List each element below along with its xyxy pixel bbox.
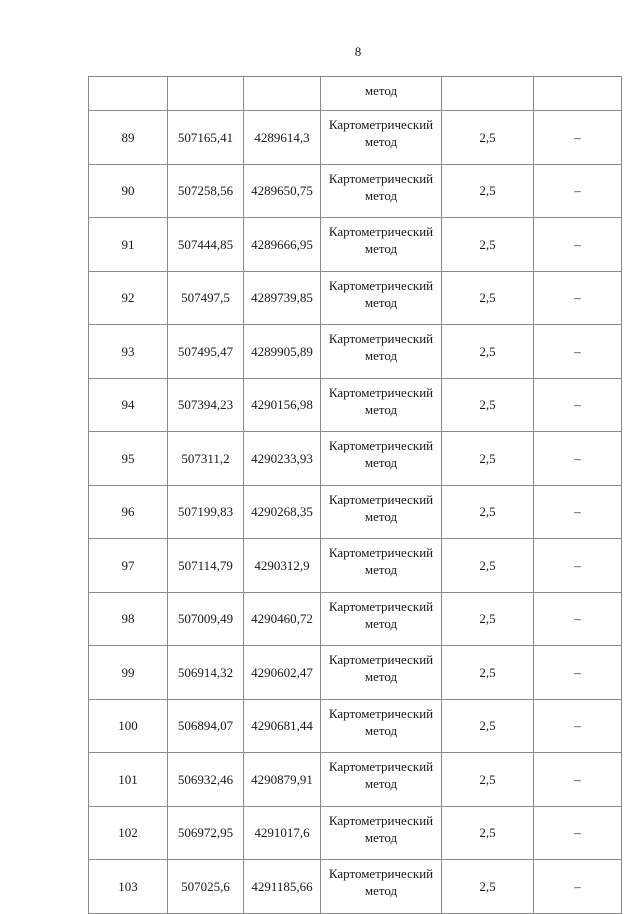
cell-accuracy: 2,5 (442, 378, 534, 432)
method-line-1: Картометрический (328, 438, 434, 453)
method-line-1: Картометрический (328, 545, 434, 560)
cell-accuracy: 2,5 (442, 111, 534, 165)
table-row (89, 699, 622, 753)
table-row (89, 218, 622, 272)
table-row (89, 432, 622, 486)
method-line-2: метод (364, 348, 398, 363)
cell-method (321, 592, 442, 646)
cell-y: 4289614,3 (244, 111, 321, 165)
cell-method: метод (321, 77, 442, 111)
table-row (89, 325, 622, 379)
cell-method (321, 485, 442, 539)
cell-accuracy: 2,5 (442, 164, 534, 218)
cell-accuracy: 2,5 (442, 646, 534, 700)
cell-method (321, 218, 442, 272)
method-line-1: Картометрический (328, 170, 434, 186)
cell-note: – (534, 111, 622, 165)
cell-x: 507444,85 (168, 218, 244, 272)
table-row (89, 111, 622, 165)
cell-x: 506972,95 (168, 806, 244, 860)
cell-accuracy: 2,5 (442, 592, 534, 646)
method-line-2: метод (364, 883, 398, 898)
cell-method (321, 646, 442, 700)
cell-note: – (534, 164, 622, 218)
method-line-2: метод (364, 401, 398, 417)
method-line-2: метод (364, 776, 398, 791)
table-row (89, 378, 622, 432)
method-line-2: метод (364, 829, 398, 845)
cell-number: 94 (89, 378, 168, 432)
table-row (89, 806, 622, 860)
method-line-1: Картометрический (328, 812, 434, 828)
cell-y: 4289650,75 (244, 164, 321, 218)
cell-y: 4290681,44 (244, 699, 321, 753)
cell-note: – (534, 539, 622, 593)
method-line-2: метод (364, 187, 398, 203)
cell-y: 4291185,66 (244, 860, 321, 914)
cell-note: – (534, 485, 622, 539)
cell-method (321, 753, 442, 807)
cell-x: 506894,07 (168, 699, 244, 753)
table-row (89, 164, 622, 218)
cell-y: 4289905,89 (244, 325, 321, 379)
cell-number: 97 (89, 539, 168, 593)
cell-number: 103 (89, 860, 168, 914)
method-line-1: Картометрический (328, 598, 434, 614)
cell-note: – (534, 432, 622, 486)
cell-number (89, 77, 168, 111)
cell-y: 4289739,85 (244, 271, 321, 325)
cell-number: 96 (89, 485, 168, 539)
cell-accuracy: 2,5 (442, 218, 534, 272)
cell-method (321, 539, 442, 593)
cell-y: 4290312,9 (244, 539, 321, 593)
cell-x: 506932,46 (168, 753, 244, 807)
method-line-1: Картометрический (328, 117, 434, 132)
cell-method (321, 699, 442, 753)
coordinates-table-body (89, 77, 622, 914)
cell-y: 4289666,95 (244, 218, 321, 272)
cell-y: 4290879,91 (244, 753, 321, 807)
method-line-1: Картометрический (328, 331, 434, 346)
cell-number: 90 (89, 164, 168, 218)
method-line-1: Картометрический (328, 705, 434, 721)
coordinates-table (88, 76, 622, 914)
cell-number: 100 (89, 699, 168, 753)
cell-note (534, 77, 622, 111)
cell-number: 89 (89, 111, 168, 165)
cell-x: 507199,83 (168, 485, 244, 539)
cell-x (168, 77, 244, 111)
cell-x: 507495,47 (168, 325, 244, 379)
method-line-1: Картометрический (328, 224, 434, 239)
cell-x: 506914,32 (168, 646, 244, 700)
cell-method (321, 164, 442, 218)
method-line-1: Картометрический (328, 652, 434, 667)
cell-note: – (534, 806, 622, 860)
cell-y: 4290602,47 (244, 646, 321, 700)
cell-note: – (534, 218, 622, 272)
cell-y: 4290156,98 (244, 378, 321, 432)
cell-note: – (534, 860, 622, 914)
cell-number: 101 (89, 753, 168, 807)
table-row (89, 592, 622, 646)
cell-number: 93 (89, 325, 168, 379)
cell-accuracy: 2,5 (442, 753, 534, 807)
cell-y: 4291017,6 (244, 806, 321, 860)
table-row (89, 539, 622, 593)
cell-x: 507165,41 (168, 111, 244, 165)
cell-number: 95 (89, 432, 168, 486)
cell-accuracy: 2,5 (442, 271, 534, 325)
cell-x: 507311,2 (168, 432, 244, 486)
method-line-2: метод (364, 722, 398, 738)
cell-number: 92 (89, 271, 168, 325)
cell-note: – (534, 271, 622, 325)
cell-x: 507258,56 (168, 164, 244, 218)
method-line-2: метод (364, 508, 398, 524)
method-line-2: метод (364, 294, 398, 310)
method-line-1: Картометрический (328, 277, 434, 293)
method-line-2: метод (364, 455, 398, 470)
method-line-2: метод (364, 615, 398, 631)
cell-method (321, 325, 442, 379)
cell-y (244, 77, 321, 111)
page-number: 8 (354, 44, 362, 59)
cell-x: 507114,79 (168, 539, 244, 593)
cell-number: 91 (89, 218, 168, 272)
cell-x: 507009,49 (168, 592, 244, 646)
cell-x: 507025,6 (168, 860, 244, 914)
cell-y: 4290268,35 (244, 485, 321, 539)
cell-accuracy: 2,5 (442, 806, 534, 860)
cell-accuracy (442, 77, 534, 111)
cell-method (321, 271, 442, 325)
method-line-2: метод (364, 241, 398, 256)
table-row (89, 646, 622, 700)
method-line-1: Картометрический (328, 384, 434, 400)
cell-note: – (534, 699, 622, 753)
cell-note: – (534, 325, 622, 379)
table-row (89, 271, 622, 325)
method-line-1: Картометрический (328, 866, 434, 881)
cell-y: 4290460,72 (244, 592, 321, 646)
cell-method (321, 378, 442, 432)
cell-number: 99 (89, 646, 168, 700)
cell-x: 507497,5 (168, 271, 244, 325)
cell-note: – (534, 646, 622, 700)
cell-note: – (534, 378, 622, 432)
method-line-2: метод (364, 134, 398, 149)
cell-method (321, 432, 442, 486)
cell-accuracy: 2,5 (442, 699, 534, 753)
cell-note: – (534, 592, 622, 646)
cell-number: 98 (89, 592, 168, 646)
cell-note: – (534, 753, 622, 807)
table-row (89, 753, 622, 807)
cell-accuracy: 2,5 (442, 860, 534, 914)
cell-number: 102 (89, 806, 168, 860)
table-row (89, 485, 622, 539)
method-line-2: метод (364, 669, 398, 684)
cell-x: 507394,23 (168, 378, 244, 432)
cell-method (321, 806, 442, 860)
method-line-1: Картометрический (328, 759, 434, 774)
cell-accuracy: 2,5 (442, 539, 534, 593)
continuation-row (89, 77, 622, 111)
cell-accuracy: 2,5 (442, 325, 534, 379)
cell-accuracy: 2,5 (442, 485, 534, 539)
method-line-1: Картометрический (328, 491, 434, 507)
cell-method (321, 111, 442, 165)
method-line-2: метод (364, 562, 398, 577)
cell-accuracy: 2,5 (442, 432, 534, 486)
cell-y: 4290233,93 (244, 432, 321, 486)
